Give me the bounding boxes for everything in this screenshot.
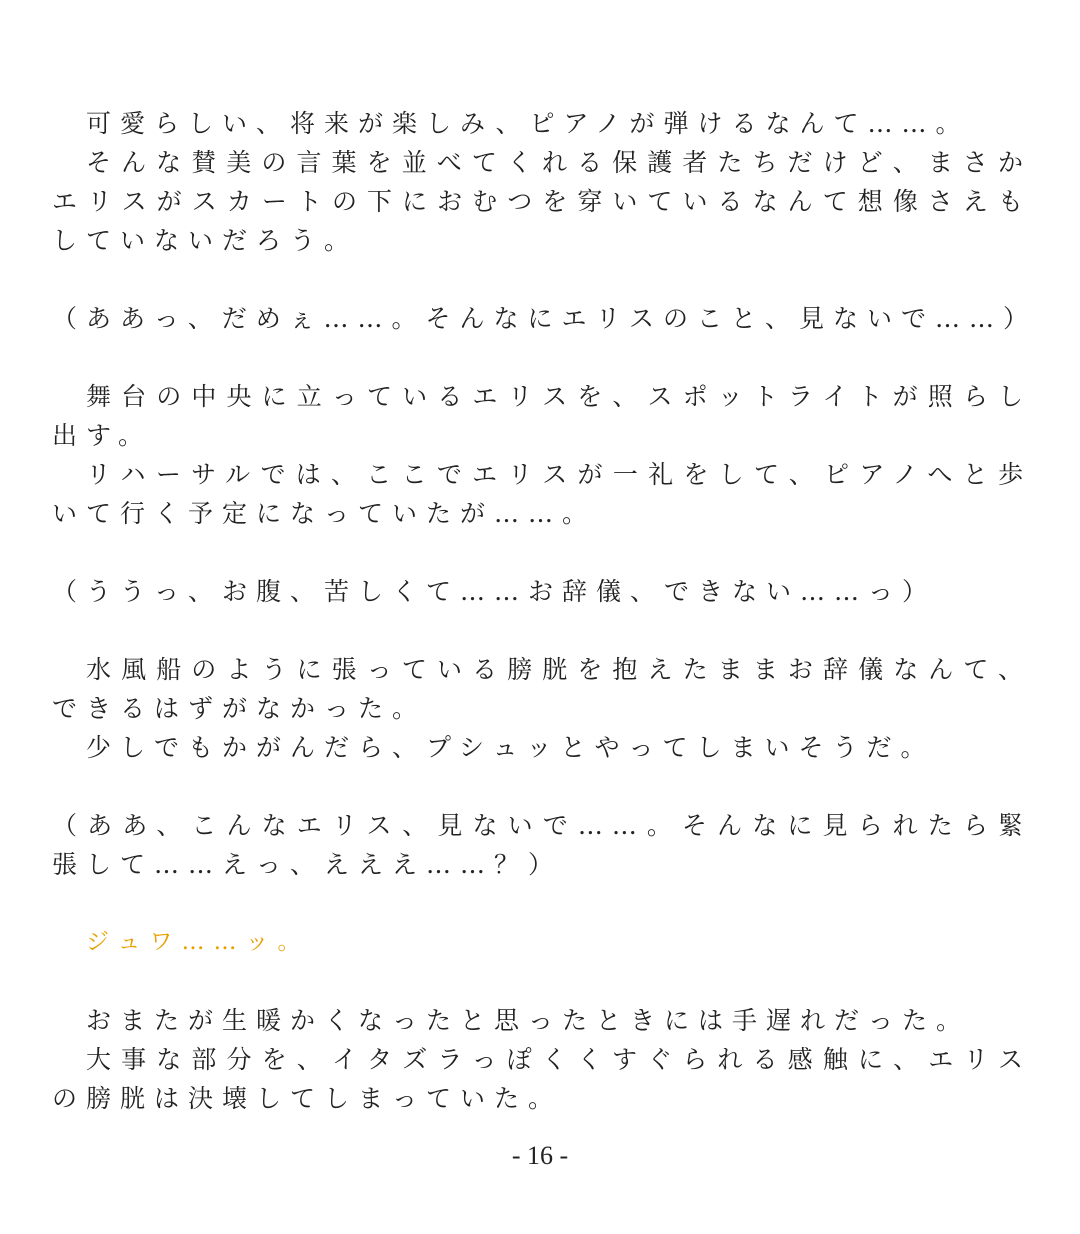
body-text [52,104,1038,1118]
paragraph: 少しでもかがんだら、プシュッとやってしまいそうだ。 [86,733,935,762]
paragraph: おまたが生暖かくなったと思ったときには手遅れだった。 [86,1006,971,1035]
paragraph: 可愛らしい、将来が楽しみ、ピアノが弾けるなんて……。 [86,109,970,138]
blank-line [52,884,1032,923]
paragraph: そんな賛美の言葉を並べてくれる保護者たちだけど、まさかエリスがスカートの下におむつを穿いているなんて想像さえもしていないだろう。 [52,148,1032,255]
blank-line [52,767,1032,806]
sound-effect-text: ジュワ……ッ。 [86,929,310,955]
paragraph: 水風船のように張っている膀胱を抱えたままお辞儀なんて、できるはずがなかった。 [52,655,1032,723]
paragraph: 大事な部分を、イタズラっぽくくすぐられる感触に、エリスの膀胱は決壊してしまっていた。 [52,1045,1032,1113]
blank-line [52,338,1032,377]
blank-line [52,962,1032,1001]
paragraph: 舞台の中央に立っているエリスを、スポットライトが照らし出す。 [52,382,1032,450]
paragraph: リハーサルでは、ここでエリスが一礼をして、ピアノへと歩いて行く予定になっていたが……。 [52,460,1032,528]
blank-line [52,260,1032,299]
dialogue-paragraph: （ああ、こんなエリス、見ないで……。そんなに見られたら緊張して……えっ、えええ……？） [52,811,1032,879]
page-number: - 16 - [511,1141,569,1170]
blank-line [52,611,1032,650]
blank-line [52,533,1032,572]
dialogue-paragraph: （ううっ、お腹、苦しくて……お辞儀、できない……っ） [52,577,937,606]
dialogue-paragraph: （ああっ、だめぇ……。そんなにエリスのこと、見ないで……） [52,304,1038,333]
